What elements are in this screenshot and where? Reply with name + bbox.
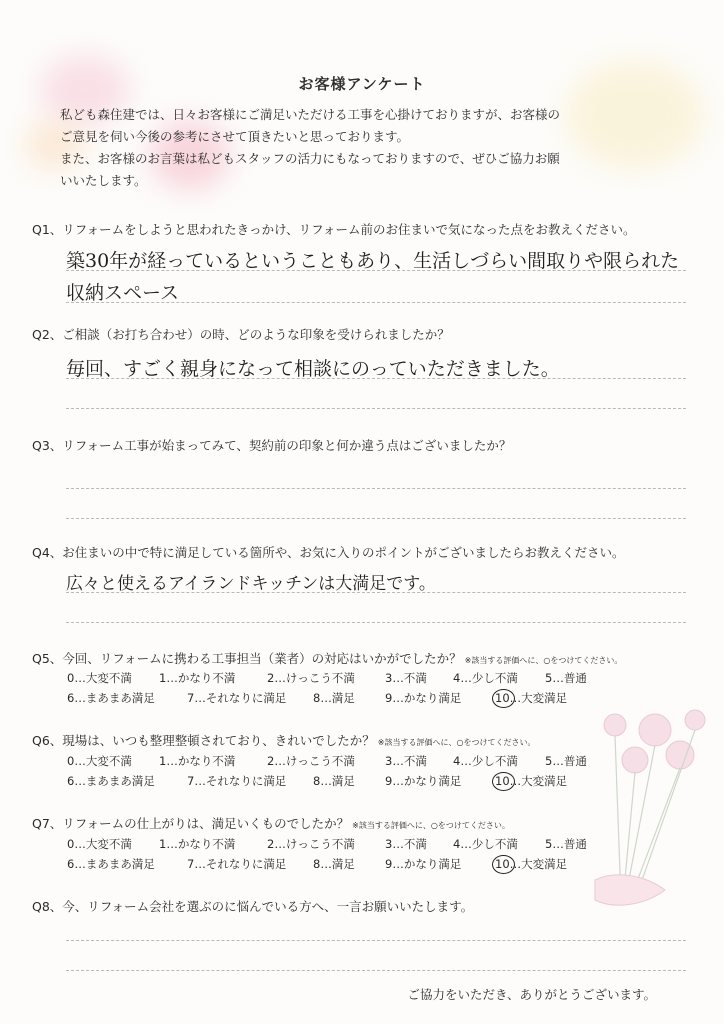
rating-option-5[interactable]: 5…普通 <box>545 837 587 851</box>
rating-option-5[interactable]: 5…普通 <box>545 754 587 768</box>
question-1: Q1、リフォームをしようと思われたきっかけ、リフォーム前のお住まいで気になった点をお教えください。 <box>32 222 636 237</box>
intro-line: 私ども森住建では、日々お客様にご満足いただける工事を心掛けておりますが、お客様の <box>60 107 561 122</box>
answer-line <box>66 302 686 303</box>
rating-option-10-selected[interactable]: 10…大変満足 <box>495 857 568 871</box>
rating-option-4[interactable]: 4…少し不満 <box>453 671 518 685</box>
answer-2-line-1[interactable]: 毎回、すごく親身になって相談にのっていただきました。 <box>66 358 560 380</box>
question-7 <box>32 814 697 832</box>
rating-option-9[interactable]: 9…かなり満足 <box>385 774 462 788</box>
intro-line: ご意見を伺い今後の参考にさせて頂きたいと思っております。 <box>60 129 410 144</box>
rating-row <box>67 670 627 690</box>
question-6-text: Q6、現場は、いつも整理整頓されており、きれいでしたか？ <box>32 733 375 748</box>
intro-line: また、お客様のお言葉は私どもスタッフの活力にもなっておりますので、ぜひご協力お願 <box>60 151 560 166</box>
rating-options-q5 <box>67 670 627 710</box>
rating-option-8[interactable]: 8…満足 <box>313 691 355 705</box>
intro-line: いいたします。 <box>60 173 147 188</box>
question-7-note: ※該当する評価へに、○をつけてください。 <box>352 821 510 830</box>
rating-option-0[interactable]: 0…大変不満 <box>67 754 132 768</box>
rating-option-9[interactable]: 9…かなり満足 <box>385 691 462 705</box>
rating-row <box>67 856 627 876</box>
rating-option-7[interactable]: 7…それなりに満足 <box>187 857 287 871</box>
rating-option-3[interactable]: 3…不満 <box>385 754 427 768</box>
rating-option-8[interactable]: 8…満足 <box>313 857 355 871</box>
closing-message: ご協力をいただき、ありがとうございます。 <box>407 987 656 1002</box>
answer-line <box>66 408 686 409</box>
rating-option-3[interactable]: 3…不満 <box>385 837 427 851</box>
answer-1-line-1[interactable]: 築30年が経っているということもあり、生活しづらい間取りや限られた <box>66 250 680 272</box>
question-5-note: ※該当する評価へに、○をつけてください。 <box>464 656 623 665</box>
question-2: Q2、ご相談（お打ち合わせ）の時、どのような印象を受けられましたか？ <box>32 327 450 342</box>
answer-line <box>66 488 686 489</box>
rating-option-1[interactable]: 1…かなり不満 <box>159 671 236 685</box>
rating-option-9[interactable]: 9…かなり満足 <box>385 857 462 871</box>
answer-line <box>66 592 686 593</box>
rating-option-0[interactable]: 0…大変不満 <box>67 671 132 685</box>
rating-option-5[interactable]: 5…普通 <box>545 671 587 685</box>
rating-option-2[interactable]: 2…けっこう不満 <box>267 754 355 768</box>
selection-circle <box>492 689 515 708</box>
answer-line <box>66 518 686 519</box>
question-4: Q4、お住まいの中で特に満足している箇所や、お気に入りのポイントがございましたらお教えください。 <box>32 545 625 560</box>
question-8: Q8、今、リフォーム会社を選ぶのに悩んでいる方へ、一言お願いいたします。 <box>32 899 474 914</box>
rating-option-2[interactable]: 2…けっこう不満 <box>267 671 355 685</box>
rating-option-4[interactable]: 4…少し不満 <box>453 754 518 768</box>
selection-circle <box>492 855 515 874</box>
question-5-text: Q5、今回、リフォームに携わる工事担当（業者）の対応はいかがでしたか？ <box>32 651 462 666</box>
question-6 <box>32 731 697 749</box>
rating-row <box>67 836 627 856</box>
rating-options-q7 <box>67 836 627 876</box>
answer-1-line-2[interactable]: 収納スペース <box>66 282 180 304</box>
answer-line <box>66 970 686 971</box>
rating-row <box>67 773 627 793</box>
rating-option-0[interactable]: 0…大変不満 <box>67 837 132 851</box>
answer-4-line-1[interactable]: 広々と使えるアイランドキッチンは大満足です。 <box>66 574 436 594</box>
page-title: お客様アンケート <box>298 75 426 93</box>
rating-option-6[interactable]: 6…まあまあ満足 <box>67 691 155 705</box>
intro-paragraph <box>60 104 670 192</box>
rating-option-7[interactable]: 7…それなりに満足 <box>187 774 287 788</box>
rating-row <box>67 753 627 773</box>
answer-line <box>66 270 686 271</box>
rating-option-4[interactable]: 4…少し不満 <box>453 837 518 851</box>
answer-line <box>66 378 686 379</box>
answer-line <box>66 622 686 623</box>
question-5 <box>32 649 697 667</box>
answer-line <box>66 940 686 941</box>
selection-circle <box>492 772 515 791</box>
rating-option-10-selected[interactable]: 10…大変満足 <box>495 691 568 705</box>
rating-option-6[interactable]: 6…まあまあ満足 <box>67 857 155 871</box>
rating-options-q6 <box>67 753 627 793</box>
rating-option-1[interactable]: 1…かなり不満 <box>159 754 236 768</box>
rating-option-8[interactable]: 8…満足 <box>313 774 355 788</box>
question-7-text: Q7、リフォームの仕上がりは、満足いくものでしたか？ <box>32 816 350 831</box>
question-6-note: ※該当する評価へに、○をつけてください。 <box>377 738 536 747</box>
rating-option-6[interactable]: 6…まあまあ満足 <box>67 774 155 788</box>
rating-option-1[interactable]: 1…かなり不満 <box>159 837 236 851</box>
question-3: Q3、リフォーム工事が始まってみて、契約前の印象と何か違う点はございましたか？ <box>32 438 512 453</box>
rating-row <box>67 690 627 710</box>
rating-option-7[interactable]: 7…それなりに満足 <box>187 691 287 705</box>
rating-option-10-selected[interactable]: 10…大変満足 <box>495 774 568 788</box>
rating-option-3[interactable]: 3…不満 <box>385 671 427 685</box>
rating-option-2[interactable]: 2…けっこう不満 <box>267 837 355 851</box>
